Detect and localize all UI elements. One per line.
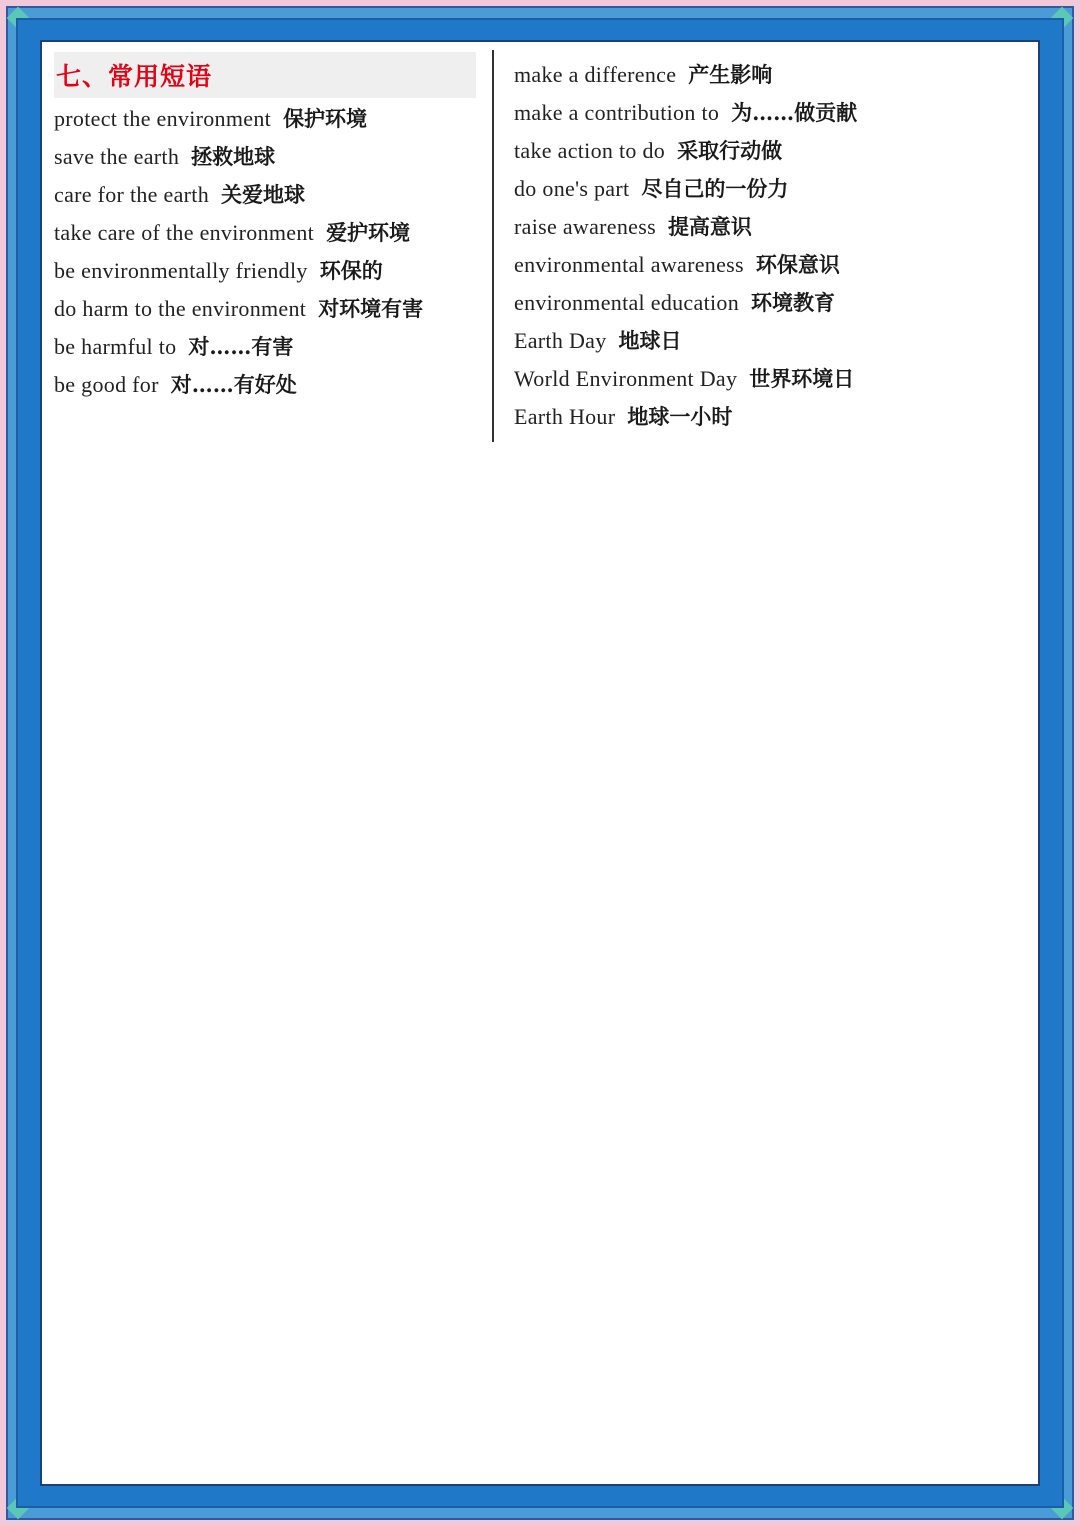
phrase-english: environmental education xyxy=(514,290,739,315)
phrase-chinese: 地球日 xyxy=(618,328,682,353)
phrase-item xyxy=(514,322,1014,360)
phrase-english: protect the environment xyxy=(54,106,272,131)
phrase-english: care for the earth xyxy=(54,182,210,207)
phrase-item xyxy=(54,366,476,404)
phrase-english: take action to do xyxy=(514,138,666,163)
phrase-english: take care of the environment xyxy=(54,220,315,245)
phrase-english: do harm to the environment xyxy=(54,296,307,321)
phrase-english: make a contribution to xyxy=(514,100,720,125)
phrase-english: Earth Day xyxy=(514,328,607,353)
phrase-item xyxy=(514,208,1014,246)
phrase-item xyxy=(54,214,476,252)
phrase-chinese: 爱护环境 xyxy=(326,220,411,245)
phrase-chinese: 对……有好处 xyxy=(170,372,297,397)
phrase-chinese: 采取行动做 xyxy=(677,138,783,163)
section-heading: 七、常用短语 xyxy=(56,62,213,91)
phrase-english: be harmful to xyxy=(54,334,177,359)
phrase-chinese: 地球一小时 xyxy=(627,404,733,429)
phrase-item xyxy=(54,290,476,328)
phrase-english: make a difference xyxy=(514,62,677,87)
phrase-english: raise awareness xyxy=(514,214,656,239)
phrase-chinese: 环境教育 xyxy=(751,290,835,315)
phrase-english: save the earth xyxy=(54,144,180,169)
phrase-chinese: 环保意识 xyxy=(755,252,840,277)
phrase-list-left xyxy=(54,100,476,404)
phrase-item xyxy=(54,328,476,366)
phrase-chinese: 对环境有害 xyxy=(318,296,424,321)
phrase-item xyxy=(54,138,476,176)
phrase-item xyxy=(514,246,1014,284)
phrase-item xyxy=(514,56,1014,94)
phrase-item xyxy=(514,398,1014,436)
phrase-chinese: 产生影响 xyxy=(688,62,773,87)
phrase-chinese: 提高意识 xyxy=(667,214,752,239)
column-divider xyxy=(492,50,494,442)
phrase-chinese: 对……有害 xyxy=(188,334,294,359)
left-column xyxy=(54,52,476,404)
section-heading-bar xyxy=(54,52,476,98)
phrase-chinese: 关爱地球 xyxy=(221,182,306,207)
phrase-chinese: 世界环境日 xyxy=(749,366,855,391)
phrase-item xyxy=(54,100,476,138)
right-column xyxy=(514,56,1014,436)
phrase-item xyxy=(54,252,476,290)
phrase-english: Earth Hour xyxy=(514,404,616,429)
phrase-chinese: 保护环境 xyxy=(283,106,368,131)
phrase-item xyxy=(54,176,476,214)
phrase-item xyxy=(514,94,1014,132)
phrase-item xyxy=(514,170,1014,208)
phrase-english: World Environment Day xyxy=(514,366,738,391)
document-page xyxy=(40,40,1040,1486)
phrase-chinese: 为……做贡献 xyxy=(731,100,858,125)
phrase-item xyxy=(514,360,1014,398)
phrase-english: do one's part xyxy=(514,176,630,201)
phrase-chinese: 拯救地球 xyxy=(191,144,276,169)
phrase-english: be environmentally friendly xyxy=(54,258,308,283)
phrase-english: be good for xyxy=(54,372,159,397)
phrase-chinese: 环保的 xyxy=(319,258,383,283)
phrase-item xyxy=(514,132,1014,170)
phrase-chinese: 尽自己的一份力 xyxy=(641,176,789,201)
phrase-english: environmental awareness xyxy=(514,252,744,277)
phrase-item xyxy=(514,284,1014,322)
